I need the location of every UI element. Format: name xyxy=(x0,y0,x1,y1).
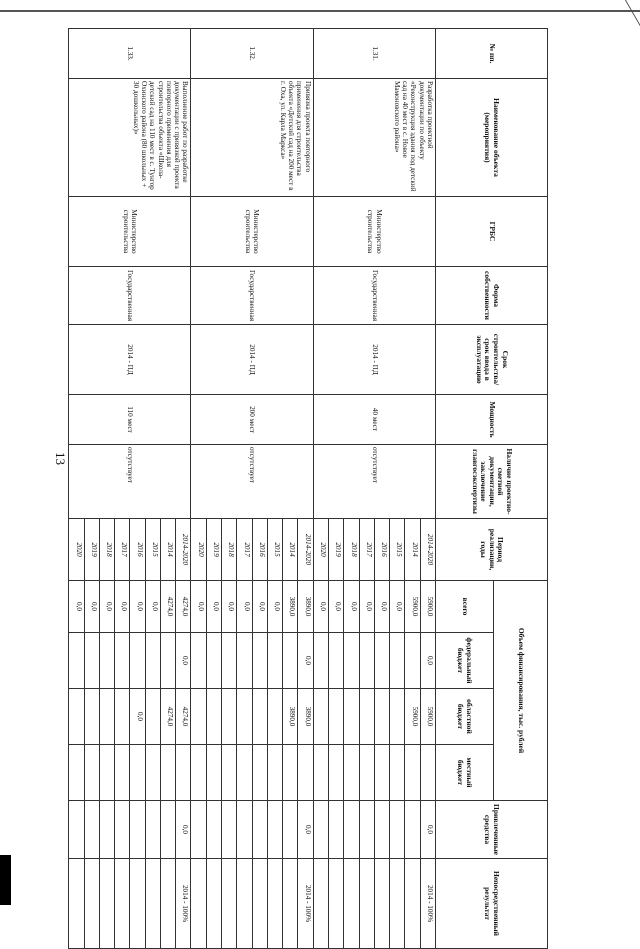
program-table xyxy=(68,28,548,949)
local-value xyxy=(176,745,191,801)
local-value xyxy=(390,745,405,801)
row-number: 1.32. xyxy=(191,29,313,79)
period-year: 2019 xyxy=(84,519,99,581)
total-value: 0,0 xyxy=(222,581,237,633)
attracted-value xyxy=(252,801,267,859)
attracted-value: 0,0 xyxy=(298,801,313,859)
ownership-form: Государственная xyxy=(69,267,192,325)
regional-value: 5900,0 xyxy=(405,689,420,745)
table-body xyxy=(69,29,436,949)
period-year: 2014-2020 xyxy=(420,519,435,581)
local-value xyxy=(237,745,252,801)
header-funding: Объем финансирования, тыс. рублей xyxy=(494,581,548,801)
total-value: 0,0 xyxy=(252,581,267,633)
period-year: 2015 xyxy=(145,519,160,581)
attracted-value xyxy=(191,801,206,859)
header-docs: Наличие проектно-сметной документации, заключение главгосэкспертизы xyxy=(436,445,548,519)
header-name: Наименование объекта (мероприятия) xyxy=(436,79,548,197)
table-row xyxy=(298,29,313,949)
result-value xyxy=(99,859,114,949)
result-value xyxy=(283,859,298,949)
period-year: 2014-2020 xyxy=(176,519,191,581)
page-number: 13 xyxy=(53,452,68,465)
local-value xyxy=(160,745,175,801)
result-value: 2014 - 100% xyxy=(176,859,191,949)
total-value: 0,0 xyxy=(206,581,221,633)
regional-value xyxy=(222,689,237,745)
result-value: 2014 - 100% xyxy=(298,859,313,949)
result-value xyxy=(374,859,389,949)
period-year: 2016 xyxy=(130,519,145,581)
federal-value xyxy=(130,633,145,689)
period-year: 2015 xyxy=(267,519,282,581)
federal-value xyxy=(237,633,252,689)
period-year: 2020 xyxy=(313,519,328,581)
header-grbs: ГРБС xyxy=(436,197,548,267)
total-value: 4274,0 xyxy=(160,581,175,633)
total-value: 0,0 xyxy=(344,581,359,633)
total-value: 0,0 xyxy=(191,581,206,633)
period-year: 2018 xyxy=(344,519,359,581)
term-cell: 2014 - ПД xyxy=(313,325,435,395)
federal-value xyxy=(313,633,328,689)
header-attracted: Привлеченные средства xyxy=(436,801,548,859)
attracted-value: 0,0 xyxy=(420,801,435,859)
header-num: № пп. xyxy=(436,29,548,79)
attracted-value xyxy=(130,801,145,859)
total-value: 0,0 xyxy=(115,581,130,633)
attracted-value xyxy=(283,801,298,859)
object-name: Разработка проектной документации по объекту «Реконструкция здания под детский сад на 40 мест в с. Новое Мамоновского района» xyxy=(313,79,435,197)
regional-value xyxy=(84,689,99,745)
result-value xyxy=(359,859,374,949)
regional-value: 0,0 xyxy=(130,689,145,745)
header-total: всего xyxy=(436,581,494,633)
result-value xyxy=(206,859,221,949)
federal-value xyxy=(84,633,99,689)
local-value xyxy=(206,745,221,801)
header-period: Период реализации, годы xyxy=(436,519,548,581)
federal-value xyxy=(252,633,267,689)
federal-value xyxy=(283,633,298,689)
attracted-value xyxy=(374,801,389,859)
scan-edge-strip xyxy=(0,855,11,905)
period-year: 2020 xyxy=(191,519,206,581)
period-year: 2017 xyxy=(237,519,252,581)
attracted-value xyxy=(329,801,344,859)
result-value xyxy=(252,859,267,949)
attracted-value xyxy=(206,801,221,859)
attracted-value xyxy=(405,801,420,859)
period-year: 2014 xyxy=(160,519,175,581)
federal-value xyxy=(69,633,85,689)
federal-value xyxy=(222,633,237,689)
regional-value xyxy=(115,689,130,745)
attracted-value xyxy=(160,801,175,859)
regional-value: 4274,0 xyxy=(176,689,191,745)
local-value xyxy=(359,745,374,801)
local-value xyxy=(222,745,237,801)
period-year: 2014-2020 xyxy=(298,519,313,581)
regional-value xyxy=(237,689,252,745)
result-value xyxy=(160,859,175,949)
federal-value xyxy=(405,633,420,689)
local-value xyxy=(283,745,298,801)
total-value: 0,0 xyxy=(145,581,160,633)
result-value xyxy=(145,859,160,949)
period-year: 2017 xyxy=(115,519,130,581)
local-value xyxy=(267,745,282,801)
period-year: 2020 xyxy=(69,519,85,581)
period-year: 2019 xyxy=(206,519,221,581)
total-value: 0,0 xyxy=(84,581,99,633)
capacity-cell: 40 мест xyxy=(313,395,435,445)
object-name: Выполнение работ по разработке документации с привязкой проекта повторного применения для строительства объекта «Школа-детский сад на 110 мест в с. Тунгор Охинского района (80 школьных + 30 дошкольных)» xyxy=(69,79,192,197)
federal-value xyxy=(374,633,389,689)
regional-value xyxy=(359,689,374,745)
local-value xyxy=(313,745,328,801)
attracted-value xyxy=(99,801,114,859)
regional-value: 5900,0 xyxy=(420,689,435,745)
header-capacity: Мощность xyxy=(436,395,548,445)
attracted-value xyxy=(344,801,359,859)
attracted-value xyxy=(222,801,237,859)
federal-value xyxy=(160,633,175,689)
header-term: Срок строительства/срок ввода в эксплуатацию xyxy=(436,325,548,395)
attracted-value xyxy=(359,801,374,859)
local-value xyxy=(405,745,420,801)
local-value xyxy=(344,745,359,801)
regional-value xyxy=(344,689,359,745)
regional-value xyxy=(191,689,206,745)
local-value xyxy=(69,745,85,801)
regional-value xyxy=(69,689,85,745)
object-name: Привязка проекта повторного применения для строительства объекта «Детский сад на 200 мест в г. Оха, ул. Карла Маркса» xyxy=(191,79,313,197)
federal-value xyxy=(344,633,359,689)
attracted-value xyxy=(390,801,405,859)
regional-value xyxy=(313,689,328,745)
period-year: 2018 xyxy=(222,519,237,581)
regional-value xyxy=(390,689,405,745)
result-value xyxy=(69,859,85,949)
period-year: 2019 xyxy=(329,519,344,581)
local-value xyxy=(130,745,145,801)
regional-value xyxy=(145,689,160,745)
ownership-form: Государственная xyxy=(191,267,313,325)
table-row xyxy=(176,29,191,949)
period-year: 2017 xyxy=(359,519,374,581)
ownership-form: Государственная xyxy=(313,267,435,325)
total-value: 0,0 xyxy=(359,581,374,633)
total-value: 0,0 xyxy=(69,581,85,633)
regional-value xyxy=(252,689,267,745)
regional-value: 4274,0 xyxy=(160,689,175,745)
local-value xyxy=(84,745,99,801)
attracted-value xyxy=(145,801,160,859)
attracted-value xyxy=(267,801,282,859)
regional-value xyxy=(99,689,114,745)
total-value: 0,0 xyxy=(267,581,282,633)
federal-value: 0,0 xyxy=(298,633,313,689)
corner-mark xyxy=(603,0,640,28)
header-row-1 xyxy=(494,29,548,949)
header-regional: областной бюджет xyxy=(436,689,494,745)
term-cell: 2014 - ПД xyxy=(191,325,313,395)
result-value xyxy=(344,859,359,949)
result-value xyxy=(267,859,282,949)
total-value: 0,0 xyxy=(237,581,252,633)
header-local: местный бюджет xyxy=(436,745,494,801)
local-value xyxy=(329,745,344,801)
federal-value: 0,0 xyxy=(420,633,435,689)
federal-value xyxy=(359,633,374,689)
attracted-value: 0,0 xyxy=(176,801,191,859)
regional-value: 3890,0 xyxy=(298,689,313,745)
capacity-cell: 110 мест xyxy=(69,395,192,445)
total-value: 0,0 xyxy=(390,581,405,633)
regional-value xyxy=(206,689,221,745)
result-value xyxy=(130,859,145,949)
period-year: 2014 xyxy=(283,519,298,581)
regional-value xyxy=(329,689,344,745)
federal-value xyxy=(206,633,221,689)
result-value xyxy=(313,859,328,949)
federal-value: 0,0 xyxy=(176,633,191,689)
header-form: Форма собственности xyxy=(436,267,548,325)
local-value xyxy=(374,745,389,801)
local-value xyxy=(115,745,130,801)
regional-value xyxy=(374,689,389,745)
total-value: 0,0 xyxy=(329,581,344,633)
grbs-cell: Министерство строительства xyxy=(191,197,313,267)
result-value xyxy=(405,859,420,949)
local-value xyxy=(252,745,267,801)
docs-cell: отсутствует xyxy=(69,445,192,519)
attracted-value xyxy=(237,801,252,859)
local-value xyxy=(99,745,114,801)
total-value: 0,0 xyxy=(313,581,328,633)
local-value xyxy=(145,745,160,801)
total-value: 3890,0 xyxy=(283,581,298,633)
federal-value xyxy=(329,633,344,689)
local-value xyxy=(298,745,313,801)
result-value xyxy=(115,859,130,949)
total-value: 0,0 xyxy=(99,581,114,633)
regional-value xyxy=(267,689,282,745)
attracted-value xyxy=(69,801,85,859)
result-value: 2014 - 100% xyxy=(420,859,435,949)
grbs-cell: Министерство строительства xyxy=(313,197,435,267)
row-number: 1.33. xyxy=(69,29,192,79)
total-value: 3890,0 xyxy=(298,581,313,633)
total-value: 5900,0 xyxy=(405,581,420,633)
docs-cell: отсутствует xyxy=(191,445,313,519)
result-value xyxy=(237,859,252,949)
attracted-value xyxy=(115,801,130,859)
header-federal: федеральный бюджет xyxy=(436,633,494,689)
period-year: 2018 xyxy=(99,519,114,581)
top-scan-line xyxy=(0,10,640,12)
local-value xyxy=(191,745,206,801)
rotated-table-container xyxy=(68,28,548,936)
federal-value xyxy=(145,633,160,689)
row-number: 1.31. xyxy=(313,29,435,79)
result-value xyxy=(329,859,344,949)
regional-value: 3890,0 xyxy=(283,689,298,745)
capacity-cell: 200 мест xyxy=(191,395,313,445)
federal-value xyxy=(99,633,114,689)
period-year: 2015 xyxy=(390,519,405,581)
total-value: 4274,0 xyxy=(176,581,191,633)
federal-value xyxy=(115,633,130,689)
period-year: 2016 xyxy=(252,519,267,581)
attracted-value xyxy=(84,801,99,859)
result-value xyxy=(390,859,405,949)
docs-cell: отсутствует xyxy=(313,445,435,519)
term-cell: 2014 - ПД xyxy=(69,325,192,395)
result-value xyxy=(222,859,237,949)
table-row xyxy=(420,29,435,949)
local-value xyxy=(420,745,435,801)
grbs-cell: Министерство строительства xyxy=(69,197,192,267)
total-value: 5900,0 xyxy=(420,581,435,633)
period-year: 2014 xyxy=(405,519,420,581)
federal-value xyxy=(191,633,206,689)
header-result: Непосредственный результат xyxy=(436,859,548,949)
federal-value xyxy=(390,633,405,689)
result-value xyxy=(84,859,99,949)
result-value xyxy=(191,859,206,949)
total-value: 0,0 xyxy=(374,581,389,633)
total-value: 0,0 xyxy=(130,581,145,633)
federal-value xyxy=(267,633,282,689)
period-year: 2016 xyxy=(374,519,389,581)
attracted-value xyxy=(313,801,328,859)
